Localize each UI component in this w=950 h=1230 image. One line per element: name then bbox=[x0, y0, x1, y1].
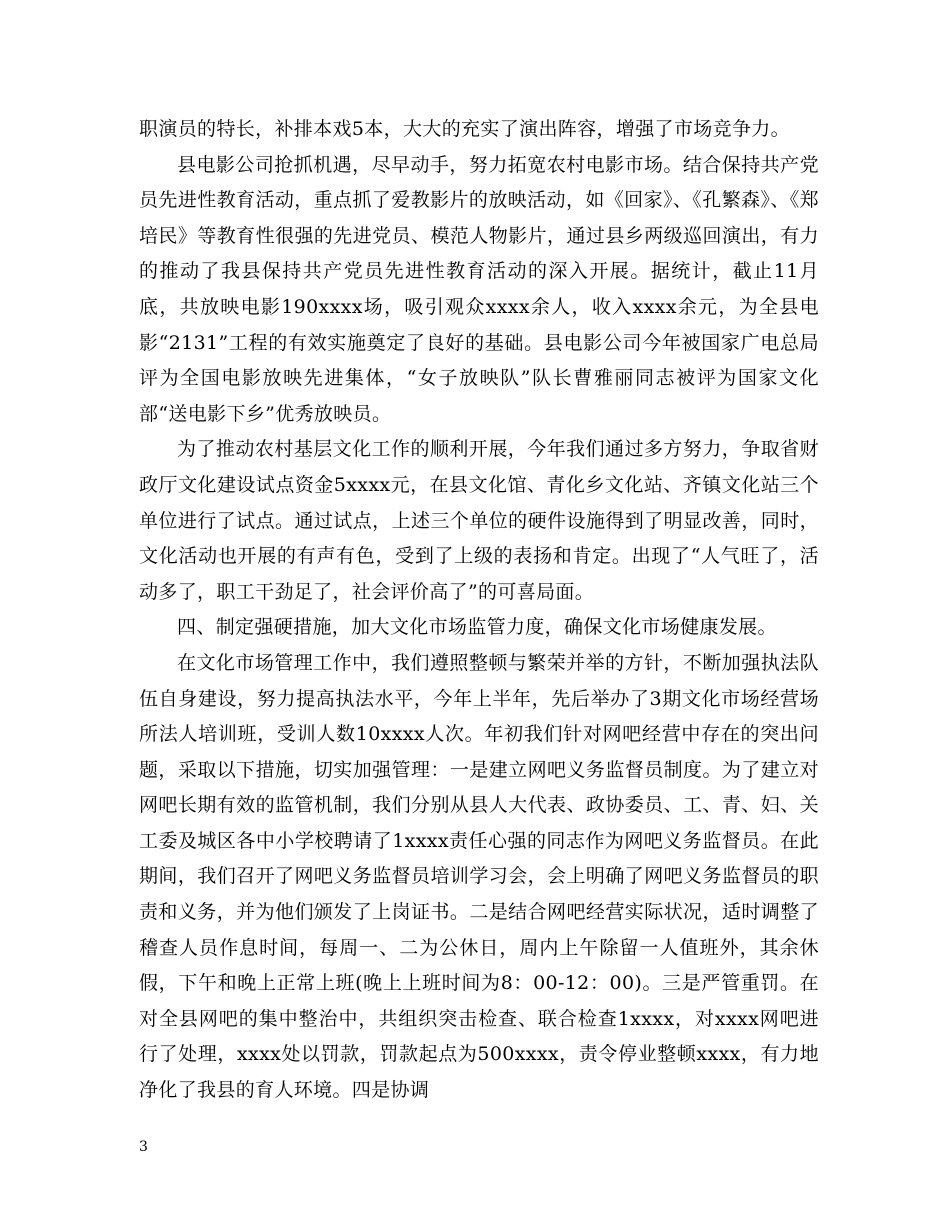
paragraph-2: 县电影公司抢抓机遇，尽早动手，努力拓宽农村电影市场。结合保持共产党员先进性教育活动，重点抓了爱教影片的放映活动，如《回家》、《孔繁森》、《郑培民》等教育性很强的先进党员、模范人物影片，通过县乡两级巡回演出，有力的推动了我县保持共产党员先进性教育活动的深入开展。据统计，截止11月底，共放映电影190xxxx场，吸引观众xxxx余人，收入xxxx余元，为全县电影“2131”工程的有效实施奠定了良好的基础。县电影公司今年被国家广电总局评为全国电影放映先进集体，“女子放映队”队长曹雅丽同志被评为国家文化部“送电影下乡”优秀放映员。 bbox=[139, 153, 819, 425]
paragraph-1: 职演员的特长，补排本戏5本，大大的充实了演出阵容，增强了市场竞争力。 bbox=[139, 118, 790, 140]
paragraph-4-heading: 四、制定强硬措施，加大文化市场监管力度，确保文化市场健康发展。 bbox=[177, 616, 777, 639]
paragraph-3: 为了推动农村基层文化工作的顺利开展，今年我们通过多方努力，争取省财政厅文化建设试点资金5xxxx元，在县文化馆、青化乡文化站、齐镇文化站三个单位进行了试点。通过试点，上述三个单位的硬件设施得到了明显改善，同时，文化活动也开展的有声有色，受到了上级的表扬和肯定。出现了“人气旺了，活动多了，职工干劲足了，社会评价高了”的可喜局面。 bbox=[139, 438, 819, 603]
paragraph-5: 在文化市场管理工作中，我们遵照整顿与繁荣并举的方针，不断加强执法队伍自身建设，努力提高执法水平，今年上半年，先后举办了3期文化市场经营场所法人培训班，受训人数10xxxx人次。年初我们针对网吧经营中存在的突出问题，采取以下措施，切实加强管理：一是建立网吧义务监督员制度。为了建立对网吧长期有效的监管机制，我们分别从县人大代表、政协委员、工、青、妇、关工委及城区各中小学校聘请了1xxxx责任心强的同志作为网吧义务监督员。在此期间，我们召开了网吧义务监督员培训学习会，会上明确了网吧义务监督员的职责和义务，并为他们颁发了上岗证书。二是结合网吧经营实际状况，适时调整了稽查人员作息时间，每周一、二为公休日，周内上午除留一人值班外，其余休假，下午和晚上正常上班(晚上上班时间为8：00-12：00)。三是严管重罚。在对全县网吧的集中整治中，共组织突击检查、联合检查1xxxx，对xxxx网吧进行了处理，xxxx处以罚款，罚款起点为500xxxx，责令停业整顿xxxx，有力地净化了我县的育人环境。四是协调 bbox=[139, 651, 819, 1102]
page-number: 3 bbox=[139, 1139, 148, 1155]
document-body bbox=[139, 112, 819, 1109]
